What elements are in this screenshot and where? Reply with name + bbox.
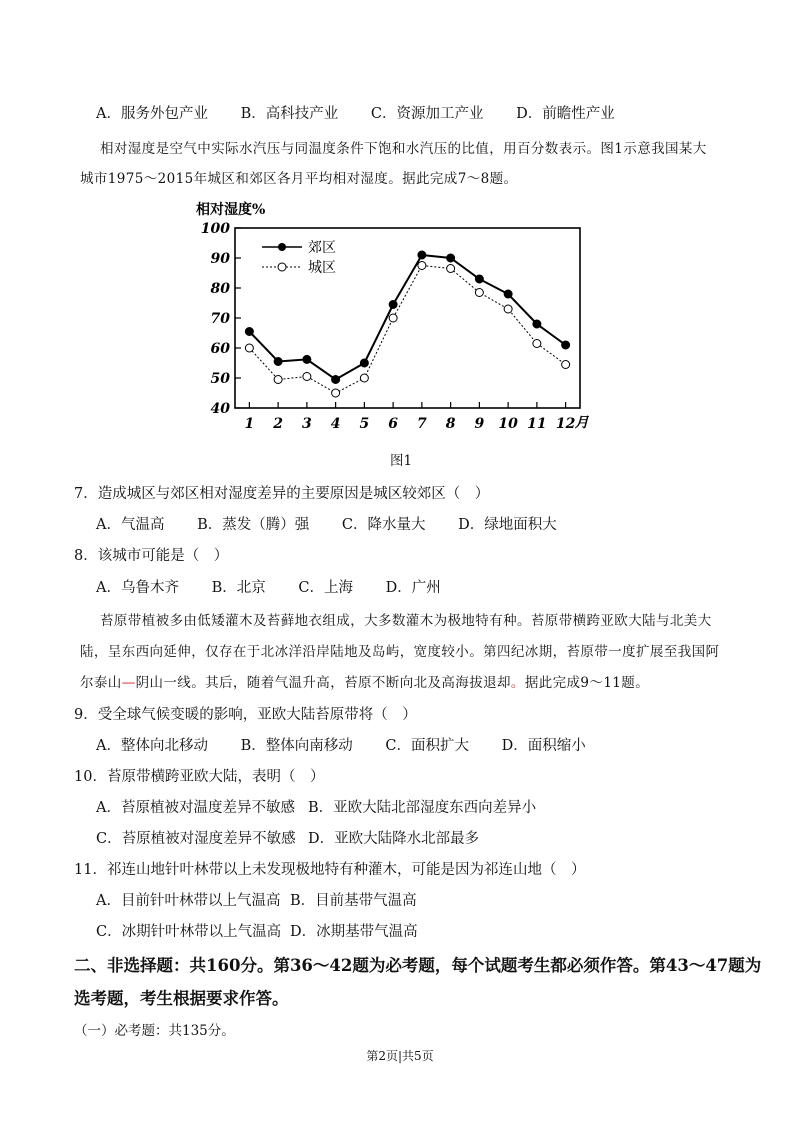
legend-label-suburb: 郊区 — [308, 240, 336, 256]
q10-option-c: C．苔原植被对湿度差异不敏感 — [96, 831, 296, 847]
q6-option-a: A．服务外包产业 — [96, 106, 208, 122]
suburb-data-point — [389, 301, 397, 309]
series-line-suburb — [249, 255, 565, 380]
x-axis-unit: 月 — [574, 415, 589, 431]
intro1-line2: 城市1975～2015年城区和郊区各月平均相对湿度。据此完成7～8题。 — [80, 171, 518, 187]
q11-stem: 11．祁连山地针叶林带以上未发现极地特有种灌木，可能是因为祁连山地（ ） — [74, 862, 586, 878]
x-tick-label: 3 — [302, 416, 312, 432]
intro2-line3-b: 阴山一线。其后，随着气温升高，苔原不断向北及高海拔退却 — [135, 675, 511, 691]
suburb-data-point — [303, 355, 311, 363]
intro2-red-period: 。 — [510, 675, 525, 691]
y-axis-label: 相对湿度% — [196, 202, 266, 218]
intro2-line3 — [80, 671, 649, 691]
x-tick-label: 5 — [359, 416, 370, 432]
plot-frame — [235, 228, 580, 408]
y-tick-label: 70 — [210, 311, 230, 327]
x-tick-label: 12 — [555, 416, 576, 432]
suburb-data-point — [332, 376, 340, 384]
q11-option-d: D．冰期基带气温高 — [290, 924, 418, 940]
humidity-line-chart — [180, 196, 620, 436]
x-axis — [245, 402, 576, 432]
suburb-data-point — [245, 328, 253, 336]
q7-options — [96, 513, 557, 534]
y-tick-label: 90 — [210, 251, 230, 267]
legend — [262, 240, 336, 276]
q8-option-d: D．广州 — [385, 580, 441, 596]
urban-data-point — [274, 376, 282, 384]
intro1-line1: 相对湿度是空气中实际水汽压与同温度条件下饱和水汽压的比值，用百分数表示。图1示意我国某大 — [100, 141, 707, 157]
urban-data-point — [360, 374, 368, 382]
figure-caption: 图1 — [390, 453, 413, 469]
q9-option-c: C．面积扩大 — [385, 738, 469, 754]
y-tick-label: 80 — [210, 281, 230, 297]
x-tick-label: 9 — [474, 416, 485, 432]
x-tick-label: 6 — [388, 416, 398, 432]
x-tick-label: 2 — [273, 416, 283, 432]
q9-option-d: D．面积缩小 — [501, 738, 586, 754]
x-tick-label: 4 — [330, 416, 341, 432]
q8-options — [96, 576, 441, 597]
series-layer — [245, 251, 569, 397]
q9-option-b: B．整体向南移动 — [240, 738, 353, 754]
suburb-data-point — [533, 320, 541, 328]
suburb-data-point — [562, 341, 570, 349]
intro2-line1: 苔原带植被多由低矮灌木及苔藓地衣组成，大多数灌木为极地特有种。苔原带横跨亚欧大陆与北美大 — [100, 613, 712, 629]
intro2-line2: 陆，呈东西向延伸，仅存在于北冰洋沿岸陆地及岛屿，宽度较小。第四纪冰期，苔原带一度扩展至我国阿 — [80, 644, 720, 660]
urban-data-point — [475, 289, 483, 297]
x-tick-label: 10 — [498, 416, 518, 432]
legend-marker-urban — [278, 263, 286, 271]
intro2-line3-c: 据此完成9～11题。 — [524, 675, 650, 691]
series-line-urban — [249, 266, 565, 394]
q6-options — [96, 102, 615, 123]
urban-data-point — [418, 262, 426, 270]
q7-option-c: C．降水量大 — [341, 517, 426, 533]
suburb-data-point — [475, 275, 483, 283]
intro2-red-dash: — — [121, 675, 136, 691]
suburb-data-point — [447, 254, 455, 262]
urban-data-point — [504, 305, 512, 313]
q10-option-d: D．亚欧大陆降水北部最多 — [308, 831, 480, 847]
suburb-data-point — [504, 290, 512, 298]
suburb-data-point — [274, 358, 282, 366]
x-tick-label: 11 — [527, 416, 547, 432]
section2-heading-line2: 选考题，考生根据要求作答。 — [74, 989, 289, 1008]
y-tick-label: 40 — [210, 401, 230, 417]
q6-option-c: C．资源加工产业 — [370, 106, 484, 122]
q10-stem: 10．苔原带横跨亚欧大陆，表明（ ） — [74, 769, 325, 785]
y-tick-label: 50 — [210, 371, 230, 387]
subsection1-heading: （一）必考题：共135分。 — [74, 1023, 235, 1039]
q11-option-c: C．冰期针叶林带以上气温高 — [96, 924, 282, 940]
q9-option-a: A．整体向北移动 — [96, 738, 208, 754]
page-footer: 第2页|共5页 — [366, 1049, 434, 1063]
q7-stem: 7．造成城区与郊区相对湿度差异的主要原因是城区较郊区（ ） — [74, 486, 490, 502]
suburb-data-point — [360, 359, 368, 367]
urban-data-point — [562, 361, 570, 369]
q11-option-a: A．目前针叶林带以上气温高 — [96, 893, 281, 909]
suburb-data-point — [418, 251, 426, 259]
q8-stem: 8．该城市可能是（ ） — [74, 548, 229, 564]
legend-label-urban: 城区 — [308, 260, 336, 276]
q8-option-c: C．上海 — [298, 580, 353, 596]
urban-data-point — [245, 344, 253, 352]
q9-options — [96, 734, 586, 755]
y-tick-label: 60 — [210, 341, 230, 357]
urban-data-point — [303, 373, 311, 381]
section2-heading-line1: 二、非选择题：共160分。第36～42题为必考题，每个试题考生都必须作答。第43～47题为 — [74, 956, 762, 975]
urban-data-point — [389, 314, 397, 322]
q10-option-b: B．亚欧大陆北部湿度东西向差异小 — [308, 800, 537, 816]
q10-option-a: A．苔原植被对温度差异不敏感 — [96, 800, 295, 816]
q7-option-a: A．气温高 — [96, 517, 165, 533]
legend-marker-suburb — [278, 243, 286, 251]
urban-data-point — [332, 389, 340, 397]
q7-option-b: B．蒸发（腾）强 — [197, 517, 310, 533]
x-tick-label: 7 — [417, 416, 427, 432]
q8-option-b: B．北京 — [211, 580, 266, 596]
q8-option-a: A．乌鲁木齐 — [96, 580, 179, 596]
q6-option-b: B．高科技产业 — [240, 106, 339, 122]
q6-option-d: D．前瞻性产业 — [516, 106, 615, 122]
intro2-line3-a: 尔泰山 — [80, 675, 122, 691]
urban-data-point — [533, 340, 541, 348]
q9-stem: 9．受全球气候变暖的影响，亚欧大陆苔原带将（ ） — [74, 707, 417, 723]
urban-data-point — [447, 265, 455, 273]
x-tick-label: 8 — [445, 416, 456, 432]
q7-option-d: D．绿地面积大 — [458, 517, 557, 533]
x-tick-label: 1 — [244, 416, 255, 432]
q11-option-b: B．目前基带气温高 — [290, 893, 417, 909]
y-tick-label: 100 — [200, 221, 230, 237]
